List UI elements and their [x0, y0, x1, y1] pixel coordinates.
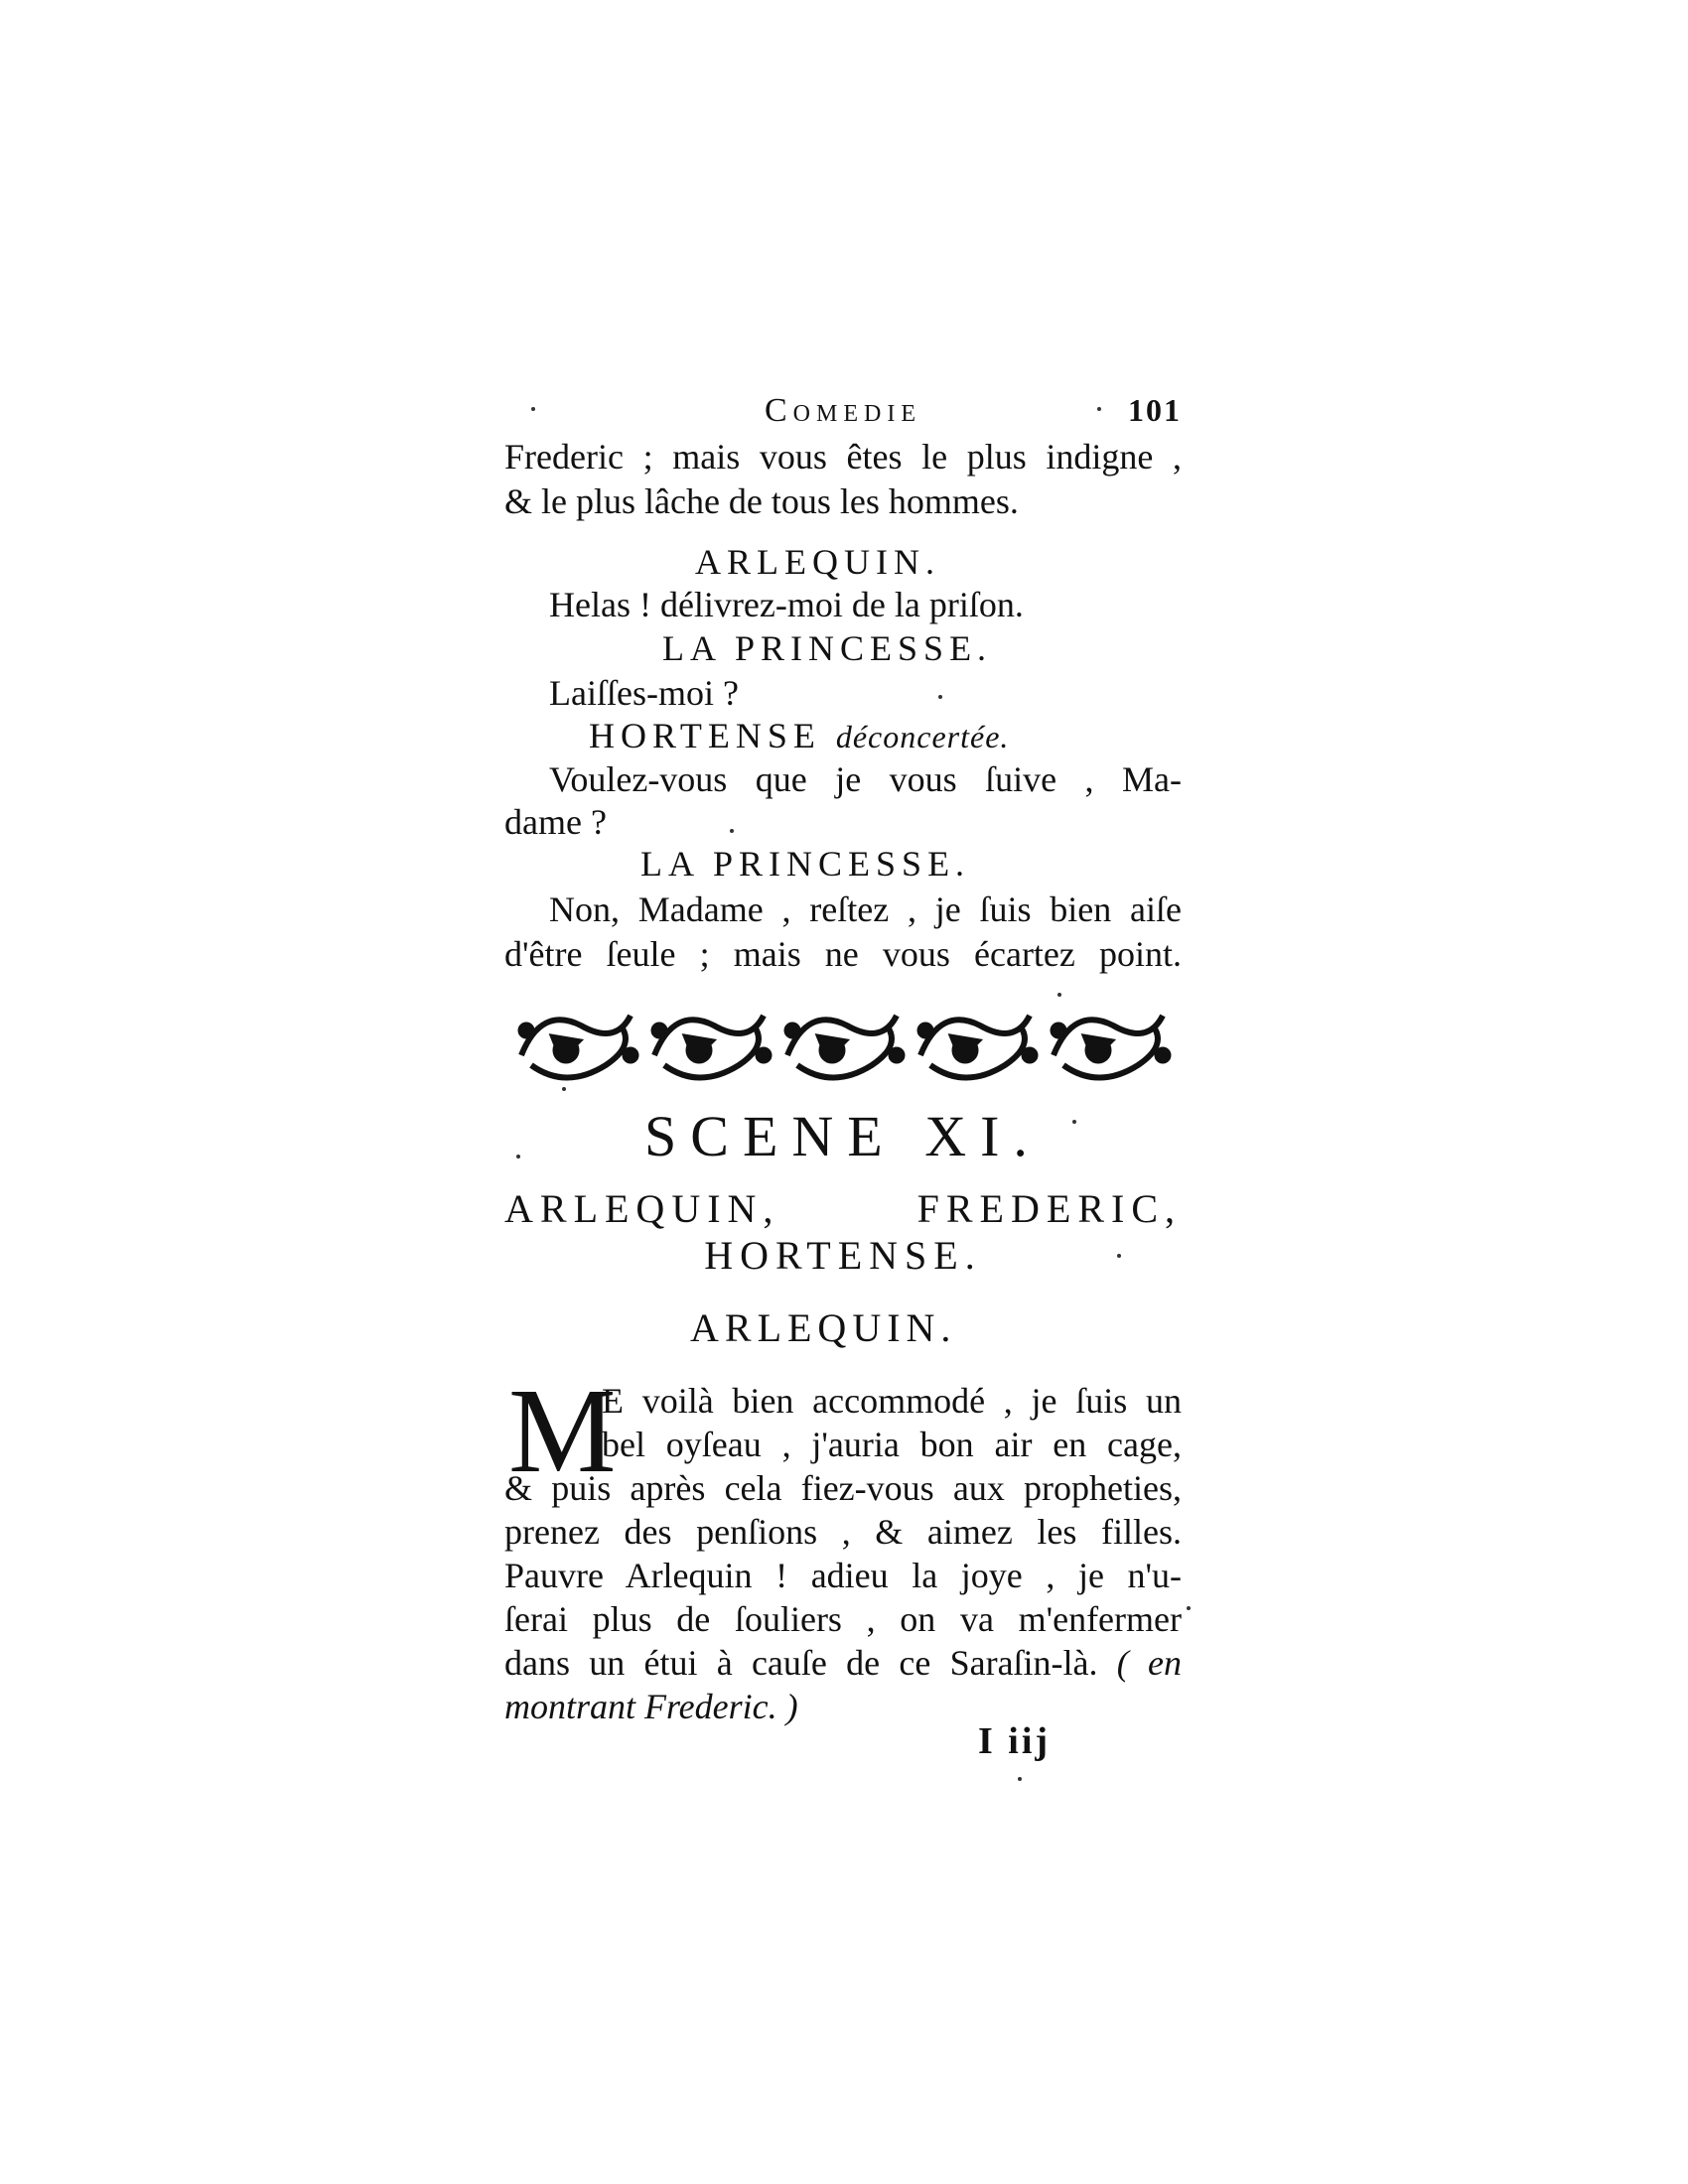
- speech-text: Non, Madame , reſtez , je ſuis bien aiſe: [549, 889, 1182, 929]
- print-speck: [1057, 993, 1061, 997]
- personae-line: HORTENSE.: [704, 1233, 982, 1278]
- ornament-unit: [785, 1016, 904, 1078]
- print-speck: [730, 829, 734, 833]
- speaker-name: LA PRINCESSE.: [640, 844, 971, 884]
- personae-line: ARLEQUIN, FREDERIC,: [504, 1186, 1182, 1231]
- print-speck: [1117, 1254, 1121, 1258]
- scene-title: SCENE XI.: [644, 1104, 1042, 1168]
- speech-text-part: dans un étui à cauſe de ce Saraſin-là.: [504, 1643, 1098, 1683]
- page-number: 101: [1128, 392, 1182, 428]
- speech-text: bel oyſeau , j'auria bon air en cage,: [602, 1425, 1182, 1464]
- text-line: Frederic ; mais vous êtes le plus indigne ,: [504, 437, 1182, 477]
- ornament-unit: [519, 1016, 637, 1078]
- print-speck: [1072, 1120, 1076, 1124]
- running-head-title: Comedie: [765, 392, 921, 429]
- text-line: & le plus lâche de tous les hommes.: [504, 481, 1019, 521]
- signature-mark: I iij: [978, 1720, 1052, 1762]
- ornament-unit: [1052, 1016, 1170, 1078]
- speech-text: [504, 1640, 1182, 1686]
- stage-direction: déconcertée.: [835, 719, 1010, 754]
- speech-text: E voilà bien accommodé , je ſuis un: [602, 1381, 1182, 1421]
- speech-text: d'être ſeule ; mais ne vous écartez point.: [504, 934, 1182, 974]
- ornament-unit: [652, 1016, 771, 1078]
- speech-text: Laiſſes-moi ?: [549, 673, 739, 713]
- print-speck: [562, 1087, 566, 1091]
- speech-text: Pauvre Arlequin ! adieu la joye , je n'u-: [504, 1556, 1182, 1595]
- speech-text: & puis après cela fiez-vous aux propheties,: [504, 1468, 1182, 1508]
- print-speck: [1187, 1606, 1191, 1610]
- stage-direction: montrant Frederic. ): [504, 1687, 798, 1726]
- ornament-band: [511, 996, 1179, 1085]
- speech-text: Voulez-vous que je vous ſuive , Ma-: [549, 759, 1182, 799]
- speech-text: dame ?: [504, 802, 607, 842]
- print-speck: [938, 695, 942, 699]
- print-speck: [1018, 1777, 1022, 1781]
- speaker-name: ARLEQUIN.: [695, 542, 940, 582]
- stage-direction: ( en: [1116, 1643, 1183, 1683]
- speaker-name: ARLEQUIN.: [690, 1305, 957, 1350]
- speaker-name: LA PRINCESSE.: [662, 628, 993, 668]
- speech-text: Helas ! délivrez-moi de la priſon.: [549, 585, 1024, 624]
- speaker-name: [589, 713, 1009, 759]
- speaker-label: HORTENSE: [589, 716, 821, 755]
- ornament-unit: [918, 1016, 1037, 1078]
- speech-text: prenez des penſions , & aimez les filles.: [504, 1512, 1182, 1552]
- speech-text: ſerai plus de ſouliers , on va m'enfermer: [504, 1599, 1182, 1639]
- print-speck: [531, 407, 535, 411]
- print-speck: [516, 1155, 520, 1159]
- drop-cap: M: [508, 1364, 617, 1498]
- print-speck: [1097, 407, 1101, 411]
